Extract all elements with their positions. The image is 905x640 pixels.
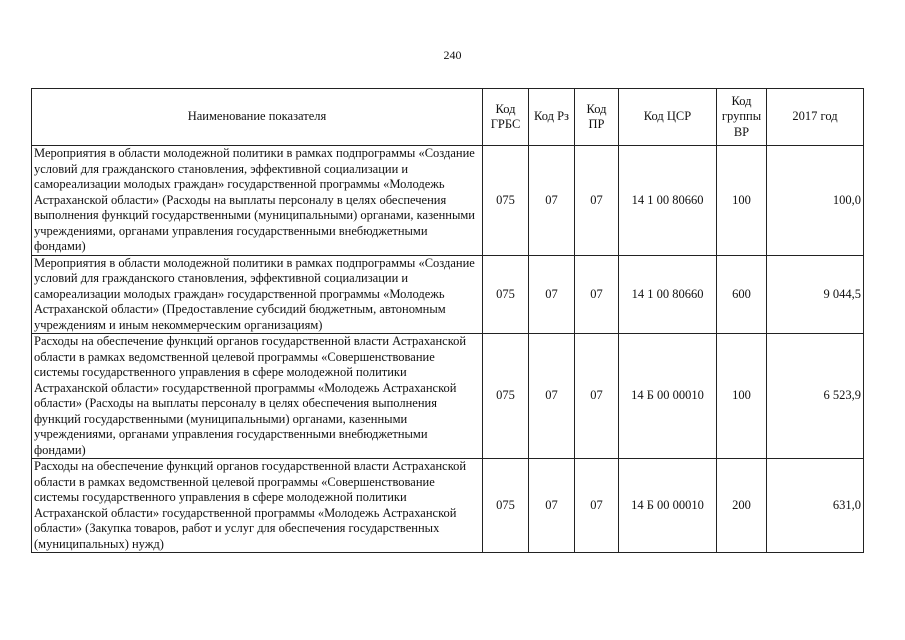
row-grbs: 075 bbox=[483, 255, 529, 334]
row-pr: 07 bbox=[575, 459, 619, 553]
table-header-row bbox=[32, 89, 864, 146]
row-name: Мероприятия в области молодежной политики в рамках подпрограммы «Создание условий для гражданского становления, эффективной социализации и самореализации молодых граждан» государственной программы «Молодежь Астраханской области» (Предоставление субсидий бюджетным, автономным учреждениям и иным некоммерческим организациям) bbox=[32, 255, 483, 334]
row-vr: 200 bbox=[717, 459, 767, 553]
table-row bbox=[32, 459, 864, 553]
page-number: 240 bbox=[443, 48, 462, 62]
row-vr: 600 bbox=[717, 255, 767, 334]
row-csr: 14 1 00 80660 bbox=[619, 146, 717, 256]
header-year: 2017 год bbox=[767, 89, 864, 146]
row-pr: 07 bbox=[575, 255, 619, 334]
row-name: Мероприятия в области молодежной политики в рамках подпрограммы «Создание условий для гражданского становления, эффективной социализации и самореализации молодых граждан» государственной программы «Молодежь Астраханской области» (Расходы на выплаты персоналу в целях обеспечения выполнения функций государственными (муниципальными) органами, казенными учреждениями, органами управления государственными внебюджетными фондами) bbox=[32, 146, 483, 256]
row-rz: 07 bbox=[529, 255, 575, 334]
header-vr: Код группы ВР bbox=[717, 89, 767, 146]
row-csr: 14 Б 00 00010 bbox=[619, 459, 717, 553]
row-name: Расходы на обеспечение функций органов государственной власти Астраханской области в рамках ведомственной целевой программы «Совершенствование системы государственного управления в сфере молодежной политики Астраханской области» государственной программы «Молодежь Астраханской области» (Расходы на выплаты персоналу в целях обеспечения выполнения функций государственными (муниципальными) органами, казенными учреждениями, органами управления государственными внебюджетными фондами) bbox=[32, 334, 483, 459]
row-csr: 14 1 00 80660 bbox=[619, 255, 717, 334]
row-csr: 14 Б 00 00010 bbox=[619, 334, 717, 459]
row-pr: 07 bbox=[575, 146, 619, 256]
row-rz: 07 bbox=[529, 459, 575, 553]
header-pr: Код ПР bbox=[575, 89, 619, 146]
table-row bbox=[32, 255, 864, 334]
row-name: Расходы на обеспечение функций органов государственной власти Астраханской области в рамках ведомственной целевой программы «Совершенствование системы государственного управления в сфере молодежной политики Астраханской области» государственной программы «Молодежь Астраханской области» (Закупка товаров, работ и услуг для обеспечения государственных (муниципальных) нужд) bbox=[32, 459, 483, 553]
row-grbs: 075 bbox=[483, 459, 529, 553]
row-pr: 07 bbox=[575, 334, 619, 459]
row-vr: 100 bbox=[717, 334, 767, 459]
budget-table bbox=[31, 88, 864, 553]
row-amount: 9 044,5 bbox=[767, 255, 864, 334]
row-amount: 100,0 bbox=[767, 146, 864, 256]
header-rz: Код Рз bbox=[529, 89, 575, 146]
header-csr: Код ЦСР bbox=[619, 89, 717, 146]
row-vr: 100 bbox=[717, 146, 767, 256]
row-grbs: 075 bbox=[483, 334, 529, 459]
row-amount: 631,0 bbox=[767, 459, 864, 553]
header-name: Наименование показателя bbox=[32, 89, 483, 146]
row-grbs: 075 bbox=[483, 146, 529, 256]
table-row bbox=[32, 334, 864, 459]
table-row bbox=[32, 146, 864, 256]
row-rz: 07 bbox=[529, 334, 575, 459]
row-amount: 6 523,9 bbox=[767, 334, 864, 459]
header-grbs: Код ГРБС bbox=[483, 89, 529, 146]
row-rz: 07 bbox=[529, 146, 575, 256]
